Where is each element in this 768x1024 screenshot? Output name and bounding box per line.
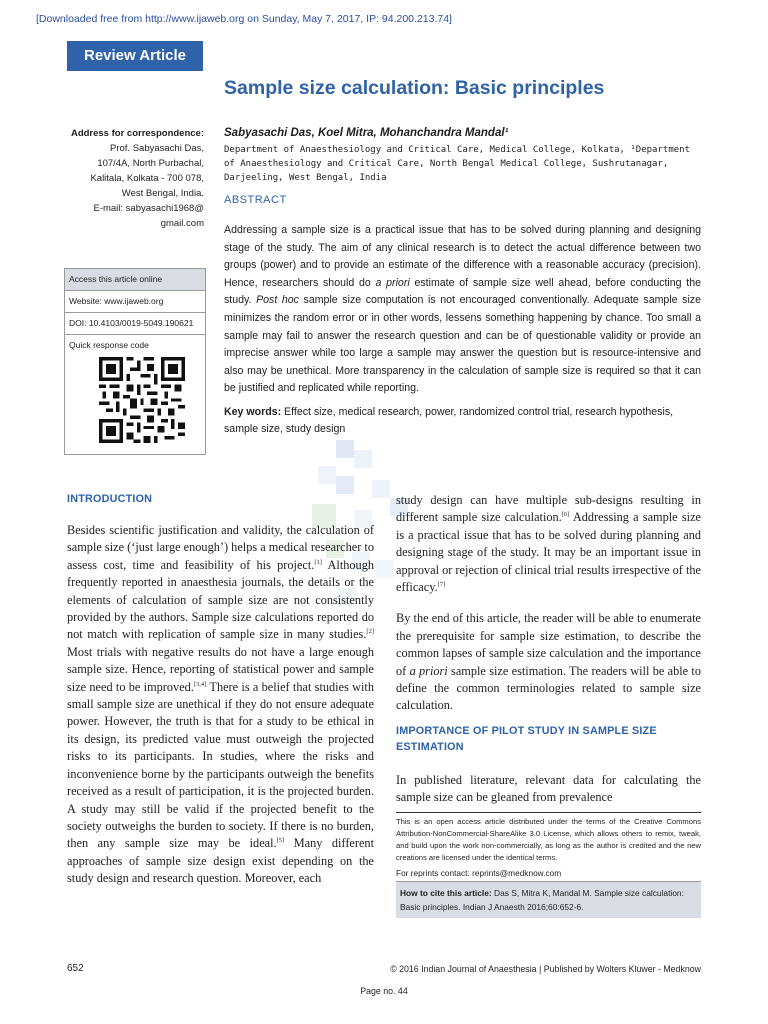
introduction-body	[67, 522, 374, 888]
citation-ref[interactable]: [3,4]	[193, 680, 207, 688]
citation-ref[interactable]: [2]	[366, 628, 374, 636]
page-no-footer: Page no. 44	[360, 986, 408, 996]
intro-text: Although frequently reported in anaesthesia journals, the details or the elements of calculation of sample size are not consistently provided by the authors. Sample size calculations reported do not match with replication of sample size in many studies.	[67, 557, 374, 642]
qr-label: Quick response code	[69, 340, 149, 350]
reprints-contact: For reprints contact: reprints@medknow.com	[396, 868, 562, 878]
citation-ref[interactable]: [6]	[561, 511, 570, 519]
body-paragraph: In published literature, relevant data for calculating the sample size can be gleaned from prevalence	[396, 773, 701, 805]
citation-ref[interactable]: [7]	[437, 580, 446, 588]
affiliation: Department of Anaesthesiology and Critical Care, Medical College, Kolkata, ¹Department of Anaesthesiology and Critical Care, North Bengal Medical College, Sushrutanagar, Darjeeling, West Bengal, India	[224, 145, 690, 183]
qr-code-icon[interactable]	[99, 357, 185, 443]
citation-ref[interactable]: [1]	[314, 558, 322, 566]
abstract-em: Post hoc	[256, 294, 299, 307]
address-line: Prof. Sabyasachi Das,	[110, 143, 204, 154]
abstract-em: a priori	[375, 276, 410, 289]
citation-ref[interactable]: [5]	[276, 837, 285, 845]
access-box	[64, 268, 206, 455]
address-line: Kalitala, Kolkata - 700 078,	[90, 173, 204, 184]
download-notice: [Downloaded free from http://www.ijaweb.org on Sunday, May 7, 2017, IP: 94.200.213.74]	[36, 13, 452, 25]
right-column-body	[396, 492, 701, 715]
cite-label: How to cite this article:	[400, 888, 492, 898]
copyright-footer: © 2016 Indian Journal of Anaesthesia | Published by Wolters Kluwer - Medknow	[390, 964, 701, 974]
access-heading: Access this article online	[65, 269, 205, 291]
correspondence-address	[40, 141, 204, 231]
how-to-cite-box	[396, 881, 701, 918]
address-line: E-mail: sabyasachi1968@	[93, 203, 204, 214]
body-text: Addressing a sample size is a practical issue that has to be solved during planning and designing stage of the study. It may be an important issue in approval or rejection of clinical trial results irrespective of the efficacy.	[396, 510, 701, 595]
article-title: Sample size calculation: Basic principles	[224, 77, 605, 99]
article-type-badge: Review Article	[67, 41, 203, 71]
body-text: By the end of this article, the reader will be able to enumerate the prerequisite for sample size estimation, to describe the common lapses of sample size calculation and the importance of	[396, 611, 701, 678]
introduction-heading: INTRODUCTION	[67, 493, 153, 505]
cite-text: Das S, Mitra K, Mandal M. Sample size calculation: Basic principles. Indian J Anaesth 2016;60:652-6.	[400, 888, 684, 912]
abstract-part: sample size computation is not encouraged conventionally. Adequate sample size minimizes the random error or in other words, lessens something happening by chance. Too small a sample may fail to answer the research question and can be of questionable validity or provide an imprecise answer while too large a sample may answer the question but is resource-intensive and also may be unethical. More transparency in the calculation of sample size is required so that it can be justified and replicated while reporting.	[224, 294, 701, 395]
doi-link[interactable]: DOI: 10.4103/0019-5049.190621	[65, 313, 205, 335]
authors: Sabyasachi Das, Koel Mitra, Mohanchandra Mandal¹	[224, 127, 509, 139]
keywords-label: Key words:	[224, 406, 282, 418]
website-link[interactable]: Website: www.ijaweb.org	[65, 291, 205, 313]
address-line: 107/4A, North Purbachal,	[97, 158, 204, 169]
abstract-text	[224, 222, 701, 398]
keywords-text: Effect size, medical research, power, randomized control trial, research hypothesis, sample size, study design	[224, 406, 674, 435]
abstract-part: estimate of sample size well ahead, before conducting the study.	[224, 276, 701, 307]
body-paragraph	[396, 610, 701, 714]
pilot-study-body	[396, 772, 701, 807]
body-em: a priori	[409, 663, 448, 678]
correspondence-label: Address for correspondence:	[70, 128, 204, 139]
pilot-study-heading: IMPORTANCE OF PILOT STUDY IN SAMPLE SIZE ESTIMATION	[396, 725, 657, 753]
license-notice: This is an open access article distributed under the terms of the Creative Commons Attribution-NonCommercial-ShareAlike 3.0 License, which allows others to remix, tweak, and build upon the work non-commercially, as long as the author is credited and the new creations are licensed under the identical terms.	[396, 812, 701, 864]
abstract-part: Addressing a sample size is a practical issue that has to be solved during planning and designing stage of the study. The aim of any clinical research is to detect the actual difference between two groups (power) and to provide an estimate of the difference with a reasonable accuracy (precision). Hence, researchers should do	[224, 224, 701, 289]
page-number: 652	[67, 963, 84, 974]
abstract-heading: ABSTRACT	[224, 194, 287, 206]
intro-text: There is a belief that studies with small sample size are unethical if they do not ensure adequate power. However, the truth is that for a study to be ethical in its design, its predicted value must outweigh the projected risks to its participants. In studies, where the risks and inconvenience borne by the participants outweigh the benefits received as a result of participation, it is the projected burden. A study may still be valid if the projected benefit to the society outweighs the burden to society. If there is no burden, then any sample size may be ideal.	[67, 679, 374, 851]
intro-text: Besides scientific justification and validity, the calculation of sample size (‘just large enough’) helps a medical researcher to assess cost, time and feasibility of his project.	[67, 523, 374, 572]
qr-section	[65, 335, 205, 454]
body-paragraph	[396, 492, 701, 596]
keywords	[224, 404, 701, 438]
body-text: sample size estimation. The readers will be able to define the common terminologies related to sample size calculation.	[396, 663, 701, 713]
intro-text: Many different approaches of sample size design exist depending on the study design and research question. Moreover, each	[67, 836, 374, 886]
address-line: West Bengal, India.	[121, 188, 204, 199]
body-text: study design can have multiple sub-designs resulting in different sample size calculation.	[396, 493, 701, 525]
intro-text: Most trials with negative results do not have a large enough sample size. Hence, reporting of statistical power and sample size need to be improved.	[67, 644, 374, 694]
introduction-paragraph	[67, 522, 374, 888]
address-line: gmail.com	[160, 218, 204, 229]
